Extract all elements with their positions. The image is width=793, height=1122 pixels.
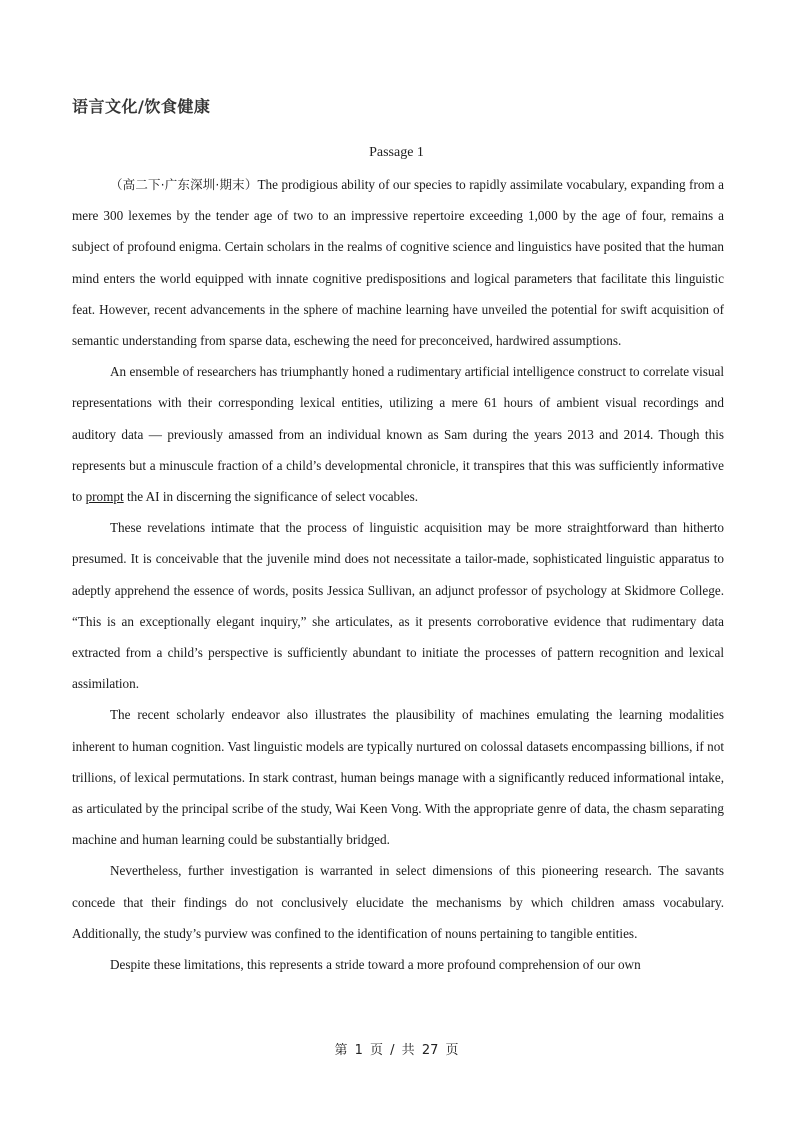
page-number-footer: 第 1 页 / 共 27 页 xyxy=(334,1043,459,1058)
underlined-word: prompt xyxy=(85,489,124,505)
paragraph-3: These revelations intimate that the process of linguistic acquisition may be more straightforward than hitherto presumed. It is conceivable that the juvenile mind does not necessitate a tailor-made, sophisticated linguistic apparatus to adeptly apprehend the essence of words, posits Jessica Sullivan, an adjunct professor of psychology at Skidmore College. “This is an exceptionally elegant inquiry,” she articulates, as it presents corroborative evidence that rudimentary data extracted from a child’s perspective is sufficiently abundant to initiate the processes of pattern recognition and lexical assimilation. xyxy=(72,520,724,692)
paragraph-6: Despite these limitations, this represents a stride toward a more profound comprehension of our own xyxy=(110,957,641,973)
paragraph-4: The recent scholarly endeavor also illustrates the plausibility of machines emulating the learning modalities inherent to human cognition. Vast linguistic models are typically nurtured on colossal datasets encompassing billions, if not trillions, of lexical permutations. In stark contrast, human beings manage with a significantly reduced informational intake, as articulated by the principal scribe of the study, Wai Keen Vong. With the appropriate genre of data, the chasm separating machine and human learning could be substantially bridged. xyxy=(72,707,724,848)
paragraph-2-text-after: the AI in discerning the significance of select vocables. xyxy=(123,489,419,505)
passage-title: Passage 1 xyxy=(369,145,424,160)
paragraph-2-text-before: An ensemble of researchers has triumphantly honed a rudimentary artificial intelligence construct to correlate visual representations with their corresponding lexical entities, utilizing a mere 61 hours of ambient visual recordings and auditory data — previously amassed from an individual known as Sam during the years 2013 and 2014. Though this represents but a minuscule fraction of a child’s developmental chronicle, it transpires that this was sufficiently informative to xyxy=(72,364,724,505)
paragraph-5: Nevertheless, further investigation is warranted in select dimensions of this pioneering research. The savants concede that their findings do not conclusively elucidate the mechanisms by which children amass vocabulary. Additionally, the study’s purview was confined to the identification of nouns pertaining to tangible entities. xyxy=(72,863,724,941)
paragraph-2 xyxy=(72,356,724,512)
source-tag: （高二下·广东深圳·期末） xyxy=(110,177,258,192)
passage-body xyxy=(72,169,724,980)
paragraph-1 xyxy=(72,169,724,356)
paragraph-1-text: The prodigious ability of our species to rapidly assimilate vocabulary, expanding from a mere 300 lexemes by the tender age of two to an impressive repertoire exceeding 1,000 by the age of four, remains a subject of profound enigma. Certain scholars in the realms of cognitive science and linguistics have posited that the human mind enters the world equipped with innate cognitive predispositions and logical parameters that facilitate this linguistic feat. However, recent advancements in the sphere of machine learning have unveiled the potential for swift acquisition of semantic understanding from sparse data, eschewing the need for preconceived, hardwired assumptions. xyxy=(72,177,724,349)
section-title: 语言文化/饮食健康 xyxy=(72,97,211,116)
